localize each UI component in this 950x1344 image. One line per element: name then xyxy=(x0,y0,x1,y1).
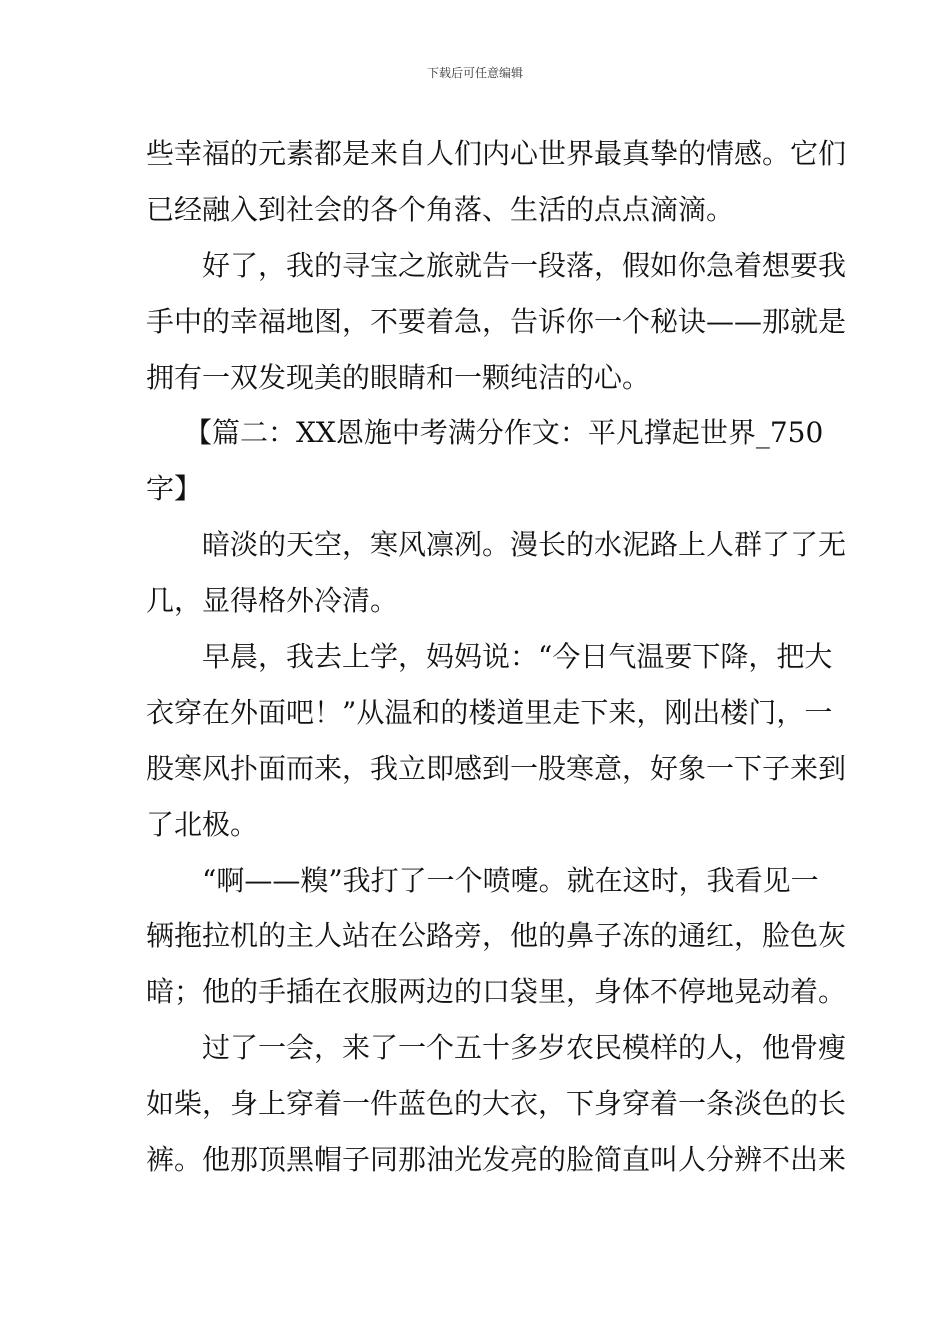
paragraph-line: 几，显得格外冷清。 xyxy=(146,584,399,618)
paragraph-line: 暗淡的天空，寒风凛冽。漫长的水泥路上人群了了无 xyxy=(202,528,847,562)
paragraph-line: 拥有一双发现美的眼睛和一颗纯洁的心。 xyxy=(146,360,651,394)
paragraph-line: “啊——糗”我打了一个喷嚏。就在这时，我看见一 xyxy=(202,863,819,897)
paragraph-line: 如柴，身上穿着一件蓝色的大衣，下身穿着一条淡色的长 xyxy=(146,1087,847,1121)
page-header: 下载后可任意编辑 xyxy=(426,66,523,80)
paragraph-line: 些幸福的元素都是来自人们内心世界最真挚的情感。它们 xyxy=(146,137,847,170)
paragraph-line: 了北极。 xyxy=(146,807,259,841)
paragraph-line: 股寒风扑面而来，我立即感到一股寒意，好象一下子来到 xyxy=(146,751,847,785)
paragraph-line: 辆拖拉机的主人站在公路旁，他的鼻子冻的通红，脸色灰 xyxy=(146,919,847,953)
paragraph-line: 过了一会，来了一个五十多岁农民模样的人，他骨瘦 xyxy=(202,1031,847,1065)
section-heading: 字】 xyxy=(146,472,203,506)
paragraph-line: 衣穿在外面吧！”从温和的楼道里走下来，刚出楼门，一 xyxy=(146,695,833,729)
paragraph-line: 手中的幸福地图，不要着急，告诉你一个秘诀——那就是 xyxy=(146,304,847,338)
section-heading: 【篇二：XX恩施中考满分作文：平凡撑起世界_750 xyxy=(184,416,824,450)
document-body xyxy=(146,126,847,1188)
paragraph-line: 已经融入到社会的各个角落、生活的点点滴滴。 xyxy=(146,192,735,226)
paragraph-line: 早晨，我去上学，妈妈说：“今日气温要下降，把大 xyxy=(202,640,833,674)
paragraph-line: 好了，我的寻宝之旅就告一段落，假如你急着想要我 xyxy=(202,248,847,282)
paragraph-line: 暗；他的手插在衣服两边的口袋里，身体不停地晃动着。 xyxy=(146,975,847,1009)
paragraph-line: 裤。他那顶黑帽子同那油光发亮的脸简直叫人分辨不出来 xyxy=(146,1143,847,1177)
